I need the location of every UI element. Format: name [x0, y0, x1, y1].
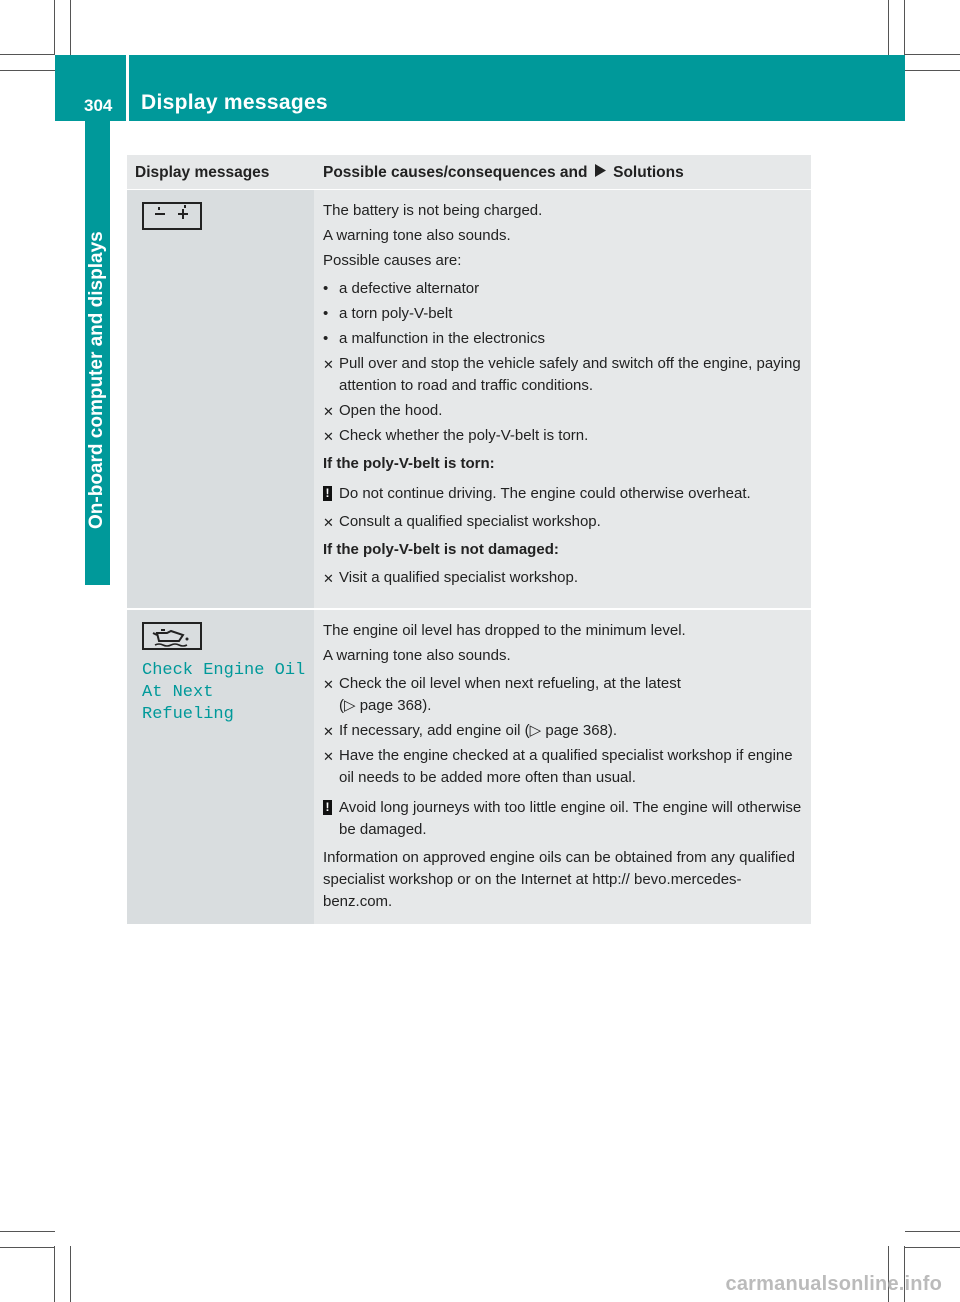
action-text: Have the engine checked at a qualified specialist workshop if engine oil needs to be added more often than usual.: [339, 747, 793, 786]
crop-mark: [54, 1246, 55, 1302]
crop-mark: [0, 70, 55, 71]
subheading: If the poly-V-belt is torn:: [323, 455, 495, 472]
action-text: Consult a qualified specialist workshop.: [339, 513, 601, 530]
list-item-text: a torn poly-V-belt: [339, 305, 453, 322]
page-number: 304: [84, 96, 113, 115]
action-text: If necessary, add engine oil (▷ page 368).: [339, 722, 618, 739]
action-item: [323, 567, 805, 589]
table-row: [127, 610, 811, 926]
action-item: [323, 511, 805, 533]
table-row: [127, 190, 811, 610]
action-arrow-icon: ✕: [323, 724, 334, 739]
crop-mark: [0, 1231, 55, 1232]
play-arrow-icon: [595, 164, 606, 182]
text-line: The battery is not being charged.: [323, 202, 543, 219]
warning-note: [323, 797, 805, 841]
page-title: Display messages: [141, 91, 328, 114]
list-item: [323, 278, 805, 300]
oil-can-icon: [142, 622, 202, 650]
crop-mark: [70, 0, 71, 55]
column-header-solutions: [314, 155, 811, 189]
action-arrow-icon: ✕: [323, 749, 334, 764]
display-message-text: [142, 660, 306, 726]
table-header-row: [127, 155, 811, 190]
list-item: [323, 328, 805, 350]
bullet-icon: •: [323, 280, 329, 297]
column-header-solutions-suffix: Solutions: [613, 164, 684, 181]
action-text: Pull over and stop the vehicle safely and switch off the engine, paying attention to road and traffic conditions.: [339, 355, 801, 394]
side-tab-label: On-board computer and displays: [86, 231, 107, 529]
crop-mark: [905, 1247, 960, 1248]
text-line: A warning tone also sounds.: [323, 647, 511, 664]
column-header-solutions-prefix: Possible causes/consequences and: [323, 164, 588, 181]
warning-text: Avoid long journeys with too little engine oil. The engine will otherwise be damaged.: [339, 799, 802, 838]
action-arrow-icon: ✕: [323, 515, 334, 530]
action-item: [323, 673, 805, 717]
action-item: [323, 353, 805, 397]
display-line-1: Check Engine Oil: [142, 661, 306, 680]
crop-mark: [54, 0, 55, 55]
header-divider: [126, 55, 129, 121]
list-item: [323, 303, 805, 325]
battery-icon: [142, 202, 202, 230]
crop-mark: [0, 1247, 55, 1248]
action-text: Check whether the poly-V-belt is torn.: [339, 427, 589, 444]
page-reference: (▷ page 368).: [339, 697, 432, 714]
bullet-icon: •: [323, 305, 329, 322]
warning-icon: !: [323, 486, 332, 501]
subheading: If the poly-V-belt is not damaged:: [323, 541, 559, 558]
crop-mark: [905, 70, 960, 71]
text-line: The engine oil level has dropped to the minimum level.: [323, 622, 686, 639]
crop-mark: [888, 0, 889, 55]
column-header-display: Display messages: [135, 164, 270, 181]
display-cell: [127, 190, 314, 608]
action-item: [323, 720, 805, 742]
action-arrow-icon: ✕: [323, 404, 334, 419]
text-line: A warning tone also sounds.: [323, 227, 511, 244]
action-item: [323, 425, 805, 447]
crop-mark: [905, 54, 960, 55]
action-text: Open the hood.: [339, 402, 443, 419]
text-line: Possible causes are:: [323, 252, 462, 269]
crop-mark: [904, 0, 905, 55]
action-arrow-icon: ✕: [323, 571, 334, 586]
crop-mark: [905, 1231, 960, 1232]
action-arrow-icon: ✕: [323, 357, 334, 372]
warning-icon: !: [323, 800, 332, 815]
display-cell: [127, 610, 314, 924]
warning-note: [323, 483, 805, 505]
solutions-cell: [314, 190, 811, 608]
display-messages-table: [127, 155, 811, 926]
crop-mark: [0, 54, 55, 55]
action-arrow-icon: ✕: [323, 677, 334, 692]
watermark: carmanualsonline.info: [725, 1273, 942, 1295]
bullet-icon: •: [323, 330, 329, 347]
info-text: Information on approved engine oils can be obtained from any qualified specialist workshop or on the Internet at http:// bevo.mercedes-benz.com.: [323, 849, 795, 910]
warning-text: Do not continue driving. The engine could otherwise overheat.: [339, 485, 751, 502]
crop-mark: [70, 1246, 71, 1302]
action-text: Visit a qualified specialist workshop.: [339, 569, 579, 586]
list-item-text: a malfunction in the electronics: [339, 330, 545, 347]
list-item-text: a defective alternator: [339, 280, 480, 297]
action-item: [323, 745, 805, 789]
action-text: Check the oil level when next refueling, at the latest: [339, 675, 681, 692]
solutions-cell: [314, 610, 811, 924]
display-line-2: At Next Refueling: [142, 683, 234, 724]
action-item: [323, 400, 805, 422]
action-arrow-icon: ✕: [323, 429, 334, 444]
